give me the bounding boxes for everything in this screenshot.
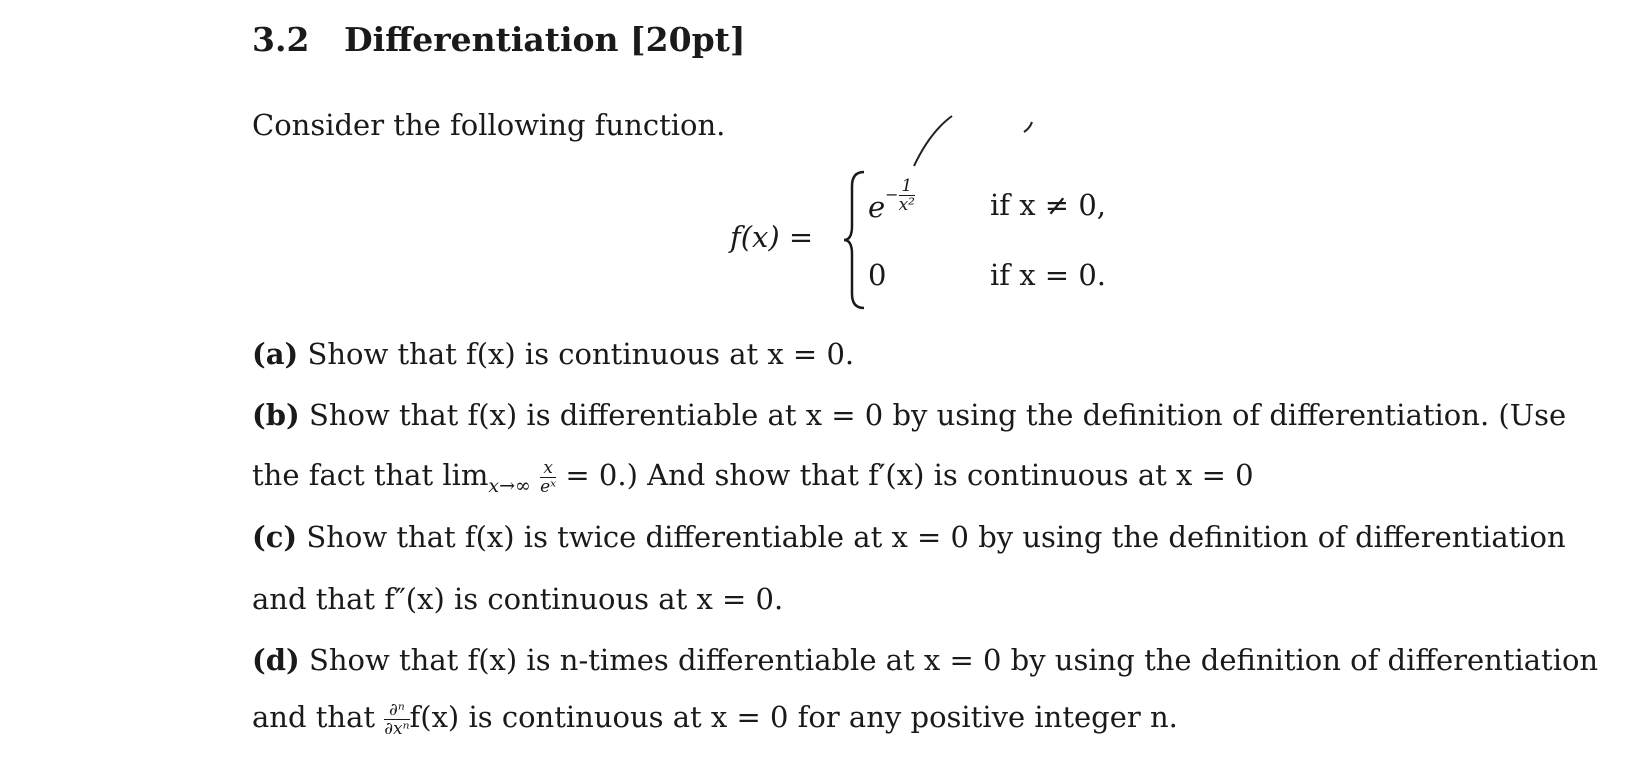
piecewise-equation (0, 160, 1640, 320)
part-b-label: (b) (252, 398, 300, 432)
pen-stroke-short (1024, 122, 1032, 132)
part-d-line1 (252, 643, 1598, 677)
case1-value: $e^{- \frac{1}{\text{x²}}}$ (868, 176, 915, 224)
part-c-label: (c) (252, 520, 298, 554)
part-b-line1 (252, 398, 1566, 432)
part-d-line2-post: f(x) is continuous at x = 0 for any positive integer n. (409, 700, 1178, 734)
part-d-label: (d) (252, 643, 300, 677)
part-d-line2-pre: and that (252, 700, 376, 734)
case1-condition: if x ≠ 0, (990, 188, 1106, 222)
part-a (252, 337, 854, 371)
intro-text: Consider the following function. (252, 108, 726, 142)
section-number: 3.2 (252, 20, 310, 59)
part-b-line2 (252, 458, 1254, 496)
part-d-line2 (252, 700, 1178, 738)
part-a-text: Show that f(x) is continuous at x = 0. (307, 337, 855, 371)
part-b-fraction: $\frac{x}{\text{eˣ}}$ (540, 457, 557, 497)
section-title: Differentiation [20pt] (344, 20, 746, 59)
curly-brace (842, 170, 870, 310)
part-c-text-line1: Show that f(x) is twice differentiable at x = 0 by using the definition of differentiation (306, 520, 1566, 554)
section-heading (252, 20, 746, 59)
part-b-text-line1: Show that f(x) is differentiable at x = 0 by using the definition of differentiation. (Use (308, 398, 1567, 432)
part-b-limit-subscript: x→∞ (488, 475, 531, 497)
part-b-line2-post: = 0.) And show that f′(x) is continuous at x = 0 (565, 458, 1254, 492)
case2-value: 0 (868, 258, 887, 292)
equation-lhs: f(x) = (730, 220, 814, 254)
part-c-line2: and that f″(x) is continuous at x = 0. (252, 582, 784, 616)
part-c-line1 (252, 520, 1566, 554)
case2-condition: if x = 0. (990, 258, 1106, 292)
part-b-line2-pre: the fact that lim (252, 458, 489, 492)
part-a-label: (a) (252, 337, 299, 371)
part-d-text-line1: Show that f(x) is n-times differentiable at x = 0 by using the definition of differentiation (308, 643, 1599, 677)
pen-stroke-long (914, 116, 952, 166)
part-d-fraction: $\frac{\text{∂ⁿ}}{\text{∂xⁿ}}$ (384, 699, 410, 739)
